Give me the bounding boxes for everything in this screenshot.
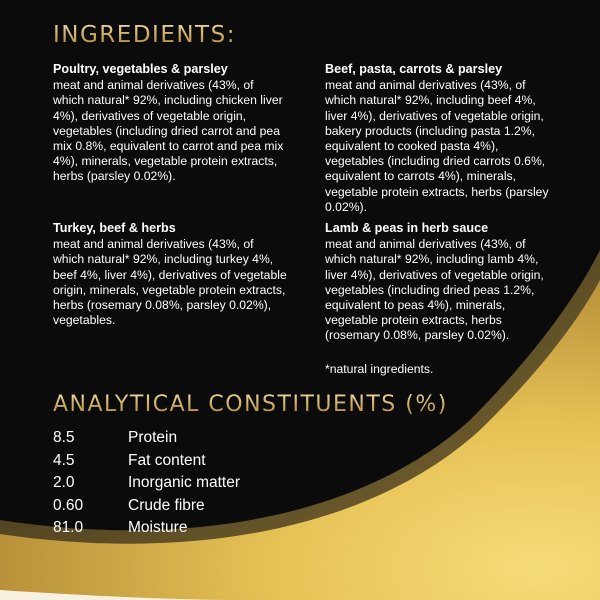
recipe-title: Lamb & peas in herb sauce bbox=[325, 221, 489, 235]
constituent-name: Crude fibre bbox=[128, 496, 205, 514]
recipe-title: Turkey, beef & herbs bbox=[53, 221, 176, 235]
constituent-name: Protein bbox=[128, 429, 178, 447]
constituent-name: Fat content bbox=[128, 451, 206, 469]
constituent-value: 4.5 bbox=[53, 451, 75, 469]
constituent-row bbox=[53, 472, 240, 495]
footnote: *natural ingredients. bbox=[325, 362, 434, 376]
recipe-beef-pasta bbox=[325, 62, 560, 215]
recipe-text: meat and animal derivatives (43%, of which natural* 92%, including lamb 4%, liver 4%), derivatives of vegetable origin, vegetables (including dried peas 1.2%, equivalent to peas 4%), minerals, vegetable protein extracts, herbs (rosemary 0.08%, parsley 0.02%). bbox=[325, 237, 544, 343]
constituents-list bbox=[53, 427, 240, 540]
recipe-text: meat and animal derivatives (43%, of which natural* 92%, including beef 4%, liver 4%), derivatives of vegetable origin, bakery products (including pasta 1.2%, equivalent to cooked pasta 4%), vegetables (including dried carrots 0.6%, equivalent to carrots 4%), minerals, vegetable protein extracts, herbs (parsley 0.02%). bbox=[325, 78, 549, 214]
recipe-title: Beef, pasta, carrots & parsley bbox=[325, 62, 503, 76]
constituent-value: 0.60 bbox=[53, 496, 84, 514]
constituent-name: Inorganic matter bbox=[128, 474, 240, 492]
constituent-row bbox=[53, 517, 240, 540]
recipe-turkey-beef bbox=[53, 221, 288, 328]
recipe-text: meat and animal derivatives (43%, of which natural* 92%, including chicken liver 4%), derivatives of vegetable origin, vegetables (including dried carrot and pea mix 0.8%, equivalent to carrot and pea mix 4%), minerals, vegetable protein extracts, herbs (parsley 0.02%). bbox=[53, 78, 284, 184]
recipe-title: Poultry, vegetables & parsley bbox=[53, 62, 228, 76]
constituent-value: 2.0 bbox=[53, 474, 75, 492]
constituent-name: Moisture bbox=[128, 519, 188, 537]
constituent-row bbox=[53, 427, 240, 450]
constituent-row bbox=[53, 495, 240, 518]
analytical-heading: ANALYTICAL CONSTITUENTS (%) bbox=[53, 392, 448, 417]
constituent-value: 81.0 bbox=[53, 519, 84, 537]
ingredients-heading: INGREDIENTS: bbox=[53, 22, 236, 48]
recipe-text: meat and animal derivatives (43%, of which natural* 92%, including turkey 4%, beef 4%, liver 4%), derivatives of vegetable origin, minerals, vegetable protein extracts, herbs (rosemary 0.08%, parsley 0.02%), vegetables. bbox=[53, 237, 287, 328]
recipe-lamb-peas bbox=[325, 221, 560, 344]
constituent-row bbox=[53, 450, 240, 473]
recipe-poultry bbox=[53, 62, 288, 185]
constituent-value: 8.5 bbox=[53, 429, 75, 447]
